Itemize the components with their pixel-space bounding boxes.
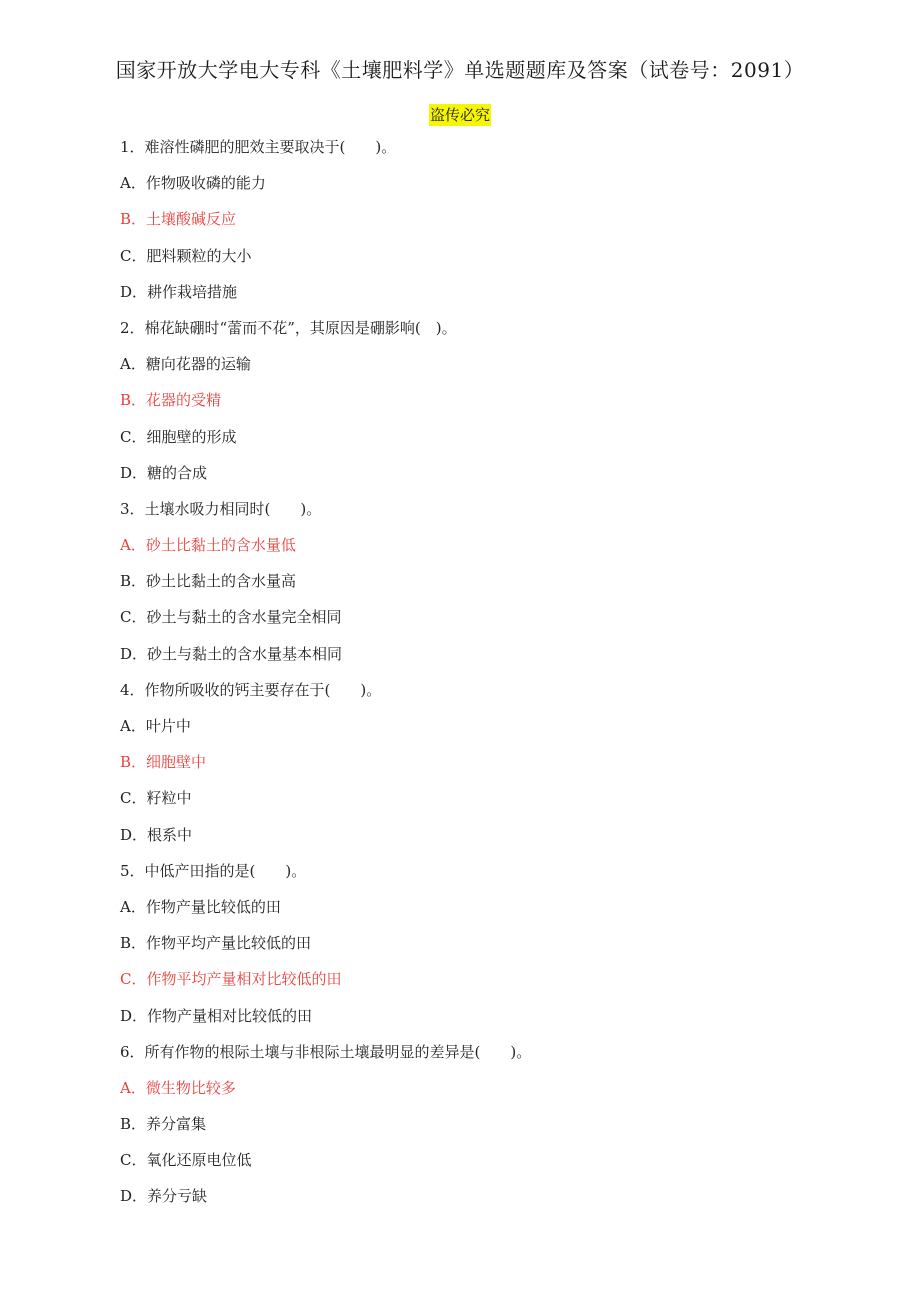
question-stem: 5．中低产田指的是( )。 — [120, 861, 307, 880]
answer-option: B．养分富集 — [120, 1115, 207, 1134]
answer-option: B．砂土比黏土的含水量高 — [120, 572, 297, 591]
answer-option: C．砂土与黏土的含水量完全相同 — [120, 608, 342, 627]
answer-option: D．根系中 — [120, 825, 193, 844]
answer-option: D．作物产量相对比较低的田 — [120, 1006, 313, 1025]
answer-option: D．砂土与黏土的含水量基本相同 — [120, 644, 343, 663]
question-stem: 4．作物所吸收的钙主要存在于( )。 — [120, 680, 382, 699]
answer-option: D．养分亏缺 — [120, 1187, 208, 1206]
document-title: 国家开放大学电大专科《土壤肥料学》单选题题库及答案（试卷号：2091） — [115, 58, 805, 82]
answer-option: B．花器的受精 — [120, 391, 222, 410]
answer-option: A．作物吸收磷的能力 — [120, 174, 266, 193]
answer-option: D．耕作栽培措施 — [120, 282, 238, 301]
answer-option: C．肥料颗粒的大小 — [120, 246, 252, 265]
answer-option: A．砂土比黏土的含水量低 — [120, 536, 296, 555]
question-stem: 6．所有作物的根际土壤与非根际土壤最明显的差异是( )。 — [120, 1042, 532, 1061]
answer-option: A．作物产量比较低的田 — [120, 897, 281, 916]
watermark-label: 盗传必究 — [429, 106, 490, 124]
answer-option: C．作物平均产量相对比较低的田 — [120, 970, 342, 989]
question-stem: 3．土壤水吸力相同时( )。 — [120, 499, 322, 518]
question-stem: 2．棉花缺硼时“蕾而不花”，其原因是硼影响( )。 — [120, 318, 457, 337]
watermark-container — [0, 104, 920, 126]
answer-option: C．细胞壁的形成 — [120, 427, 237, 446]
answer-option: C．氧化还原电位低 — [120, 1151, 252, 1170]
question-list — [120, 136, 880, 1222]
answer-option: A．糖向花器的运输 — [120, 355, 251, 374]
answer-option: A．叶片中 — [120, 717, 191, 735]
answer-option: D．糖的合成 — [120, 463, 208, 482]
answer-option: A．微生物比较多 — [120, 1078, 236, 1097]
answer-option: B．土壤酸碱反应 — [120, 210, 237, 229]
answer-option: C．籽粒中 — [120, 789, 192, 808]
answer-option: B．细胞壁中 — [120, 753, 207, 772]
question-stem: 1．难溶性磷肥的肥效主要取决于( )。 — [120, 138, 397, 156]
answer-option: B．作物平均产量比较低的田 — [120, 934, 312, 953]
